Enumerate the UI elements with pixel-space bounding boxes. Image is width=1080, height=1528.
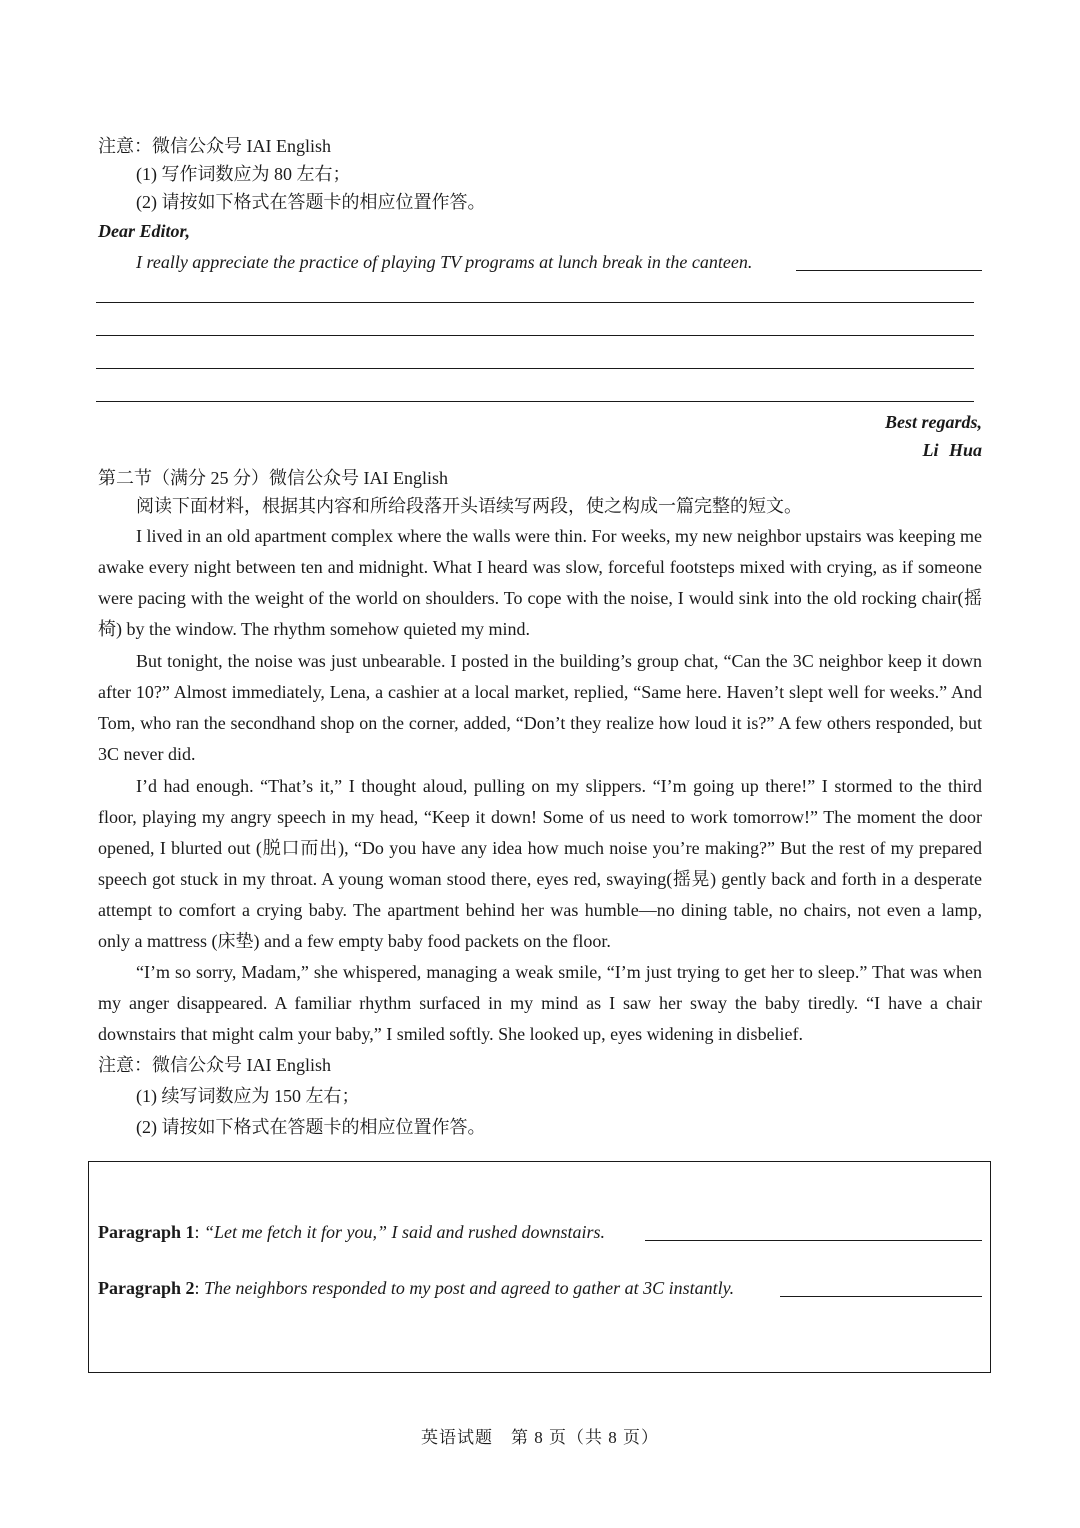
paragraph-2-answer-line bbox=[780, 1296, 982, 1297]
continuation-note-label: 注意：微信公众号 IAI English bbox=[98, 1055, 331, 1075]
story-paragraph-1: I lived in an old apartment complex where the walls were thin. For weeks, my new neighbor upstairs was keeping me awake every night between ten and midnight. What I heard was slow, forceful footsteps mixed with crying, as if someone were pacing with the weight of the world on shoulders. To cope with the noise, I would sink into the old rocking chair(摇椅) by the window. The rhythm somehow quieted my mind. bbox=[98, 526, 982, 639]
section-two-heading: 第二节（满分 25 分）微信公众号 IAI English bbox=[98, 468, 448, 488]
writing-note-item-2: (2) 请按如下格式在答题卡的相应位置作答。 bbox=[136, 192, 486, 212]
page-footer: 英语试题 第 8 页（共 8 页） bbox=[421, 1428, 659, 1447]
writing-note-item-1: (1) 写作词数应为 80 左右； bbox=[136, 164, 351, 184]
answer-line bbox=[96, 335, 974, 336]
letter-salutation: Dear Editor, bbox=[98, 221, 191, 241]
answer-line bbox=[96, 401, 974, 402]
writing-note-label: 注意：微信公众号 IAI English bbox=[98, 136, 331, 156]
letter-opening-sentence: I really appreciate the practice of playing TV programs at lunch break in the canteen. bbox=[136, 252, 753, 272]
story-paragraph-2: But tonight, the noise was just unbearable. I posted in the building’s group chat, “Can the 3C neighbor keep it down after 10?” Almost immediately, Lena, a cashier at a local market, replied, “Same here. Haven’t slept well for weeks.” And Tom, who ran the secondhand shop on the corner, added, “Don’t they realize how loud it is?” A few others responded, but 3C never did. bbox=[98, 651, 982, 764]
answer-box bbox=[88, 1161, 991, 1373]
paragraph-2-prompt: Paragraph 2: The neighbors responded to my post and agreed to gather at 3C instantly. bbox=[98, 1278, 735, 1298]
paragraph-1-label: Paragraph 1 bbox=[98, 1222, 195, 1242]
section-two-instruction: 阅读下面材料，根据其内容和所给段落开头语续写两段，使之构成一篇完整的短文。 bbox=[136, 496, 802, 516]
letter-signature: Li Hua bbox=[922, 440, 982, 460]
story-paragraph-4: “I’m so sorry, Madam,” she whispered, managing a weak smile, “I’m just trying to get her to sleep.” That was when my anger disappeared. A familiar rhythm surfaced in my mind as I saw her sway the baby tiredly. “I have a chair downstairs that might calm your baby,” I smiled softly. She looked up, eyes widening in disbelief. bbox=[98, 962, 982, 1044]
answer-line bbox=[796, 270, 982, 271]
paragraph-1-prompt: Paragraph 1: “Let me fetch it for you,” I said and rushed downstairs. bbox=[98, 1222, 606, 1242]
paragraph-2-opening: The neighbors responded to my post and agreed to gather at 3C instantly. bbox=[204, 1278, 735, 1298]
letter-closing: Best regards, bbox=[884, 412, 982, 432]
paragraph-1-opening: “Let me fetch it for you,” I said and rushed downstairs. bbox=[204, 1222, 606, 1242]
continuation-note-item-2: (2) 请按如下格式在答题卡的相应位置作答。 bbox=[136, 1117, 486, 1137]
answer-line bbox=[96, 368, 974, 369]
continuation-note-item-1: (1) 续写词数应为 150 左右； bbox=[136, 1086, 360, 1106]
answer-line bbox=[96, 302, 974, 303]
paragraph-1-answer-line bbox=[645, 1240, 982, 1241]
paragraph-2-label: Paragraph 2 bbox=[98, 1278, 195, 1298]
story-paragraph-3: I’d had enough. “That’s it,” I thought aloud, pulling on my slippers. “I’m going up there!” I stormed to the third floor, playing my angry speech in my head, “Keep it down! Some of us need to work tomorrow!” The moment the door opened, I blurted out (脱口而出), “Do you have any idea how much noise you’re making?” But the rest of my prepared speech got stuck in my throat. A young woman stood there, eyes red, swaying(摇晃) gently back and forth in a desperate attempt to comfort a crying baby. The apartment behind her was humble—no dining table, no chairs, not even a lamp, only a mattress (床垫) and a few empty baby food packets on the floor. bbox=[98, 776, 982, 951]
